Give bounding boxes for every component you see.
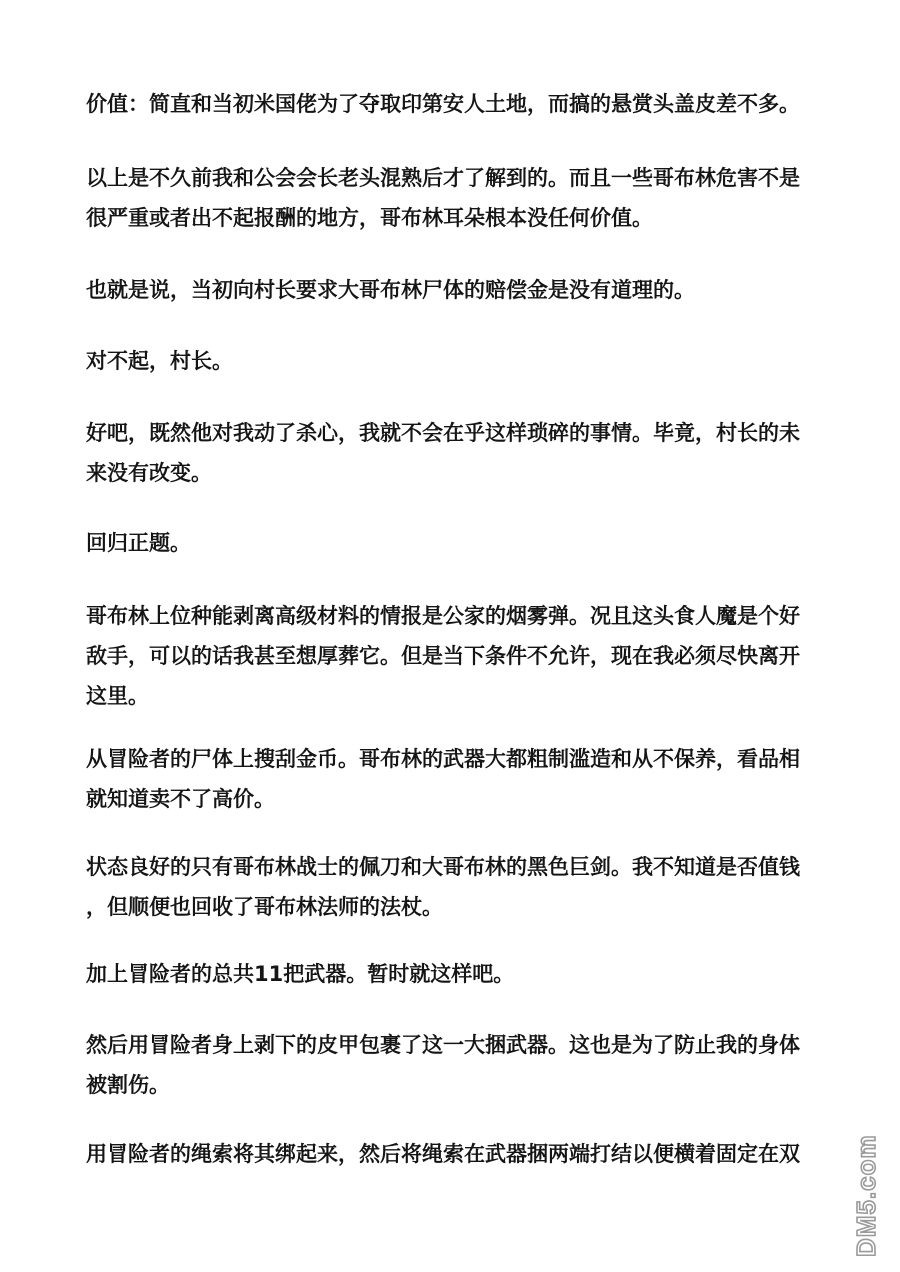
- paragraph-line: 以上是不久前我和公会会长老头混熟后才了解到的。而且一些哥布林危害不是: [86, 166, 800, 190]
- paragraph-line: 加上冒险者的总共11把武器。暂时就这样吧。: [86, 962, 515, 986]
- paragraph-12: [86, 1134, 818, 1174]
- paragraph-line: 价值：简直和当初米国佬为了夺取印第安人土地，而搞的悬赏头盖皮差不多。: [86, 92, 800, 116]
- dm5-watermark-logo: [845, 1125, 893, 1260]
- paragraph-10: [86, 954, 818, 994]
- paragraph-line: 用冒险者的绳索将其绑起来，然后将绳索在武器捆两端打结以便横着固定在双: [86, 1142, 800, 1166]
- paragraph-line: 敌手，可以的话我甚至想厚葬它。但是当下条件不允许，现在我必须尽快离开: [86, 644, 800, 668]
- paragraph-line: 哥布林上位种能剥离高级材料的情报是公家的烟雾弹。况且这头食人魔是个好: [86, 604, 800, 628]
- paragraph-line: 回归正题。: [86, 531, 191, 555]
- paragraph-6: [86, 523, 818, 563]
- paragraph-line: ，但顺便也回收了哥布林法师的法杖。: [86, 895, 443, 919]
- paragraph-4: [86, 341, 818, 381]
- svg-text:DM5.com: DM5.com: [851, 1134, 881, 1257]
- paragraph-7: [86, 596, 818, 716]
- paragraph-line: 状态良好的只有哥布林战士的佩刀和大哥布林的黑色巨剑。我不知道是否值钱: [86, 855, 800, 879]
- paragraph-line: 这里。: [86, 684, 149, 708]
- paragraph-8: [86, 739, 818, 819]
- paragraph-9: [86, 847, 818, 927]
- paragraph-line: 对不起，村长。: [86, 349, 233, 373]
- paragraph-line: 好吧，既然他对我动了杀心，我就不会在乎这样琐碎的事情。毕竟，村长的未: [86, 421, 800, 445]
- paragraph-5: [86, 413, 818, 493]
- paragraph-line: 也就是说，当初向村长要求大哥布林尸体的赔偿金是没有道理的。: [86, 278, 695, 302]
- paragraph-line: 来没有改变。: [86, 461, 212, 485]
- paragraph-11: [86, 1025, 818, 1105]
- paragraph-line: 就知道卖不了高价。: [86, 787, 275, 811]
- paragraph-1: [86, 84, 818, 124]
- paragraph-2: [86, 158, 818, 238]
- paragraph-line: 从冒险者的尸体上搜刮金币。哥布林的武器大都粗制滥造和从不保养，看品相: [86, 747, 800, 771]
- paragraph-3: [86, 270, 818, 310]
- paragraph-line: 然后用冒险者身上剥下的皮甲包裹了这一大捆武器。这也是为了防止我的身体: [86, 1033, 800, 1057]
- paragraph-line: 被割伤。: [86, 1073, 170, 1097]
- paragraph-line: 很严重或者出不起报酬的地方，哥布林耳朵根本没任何价值。: [86, 206, 653, 230]
